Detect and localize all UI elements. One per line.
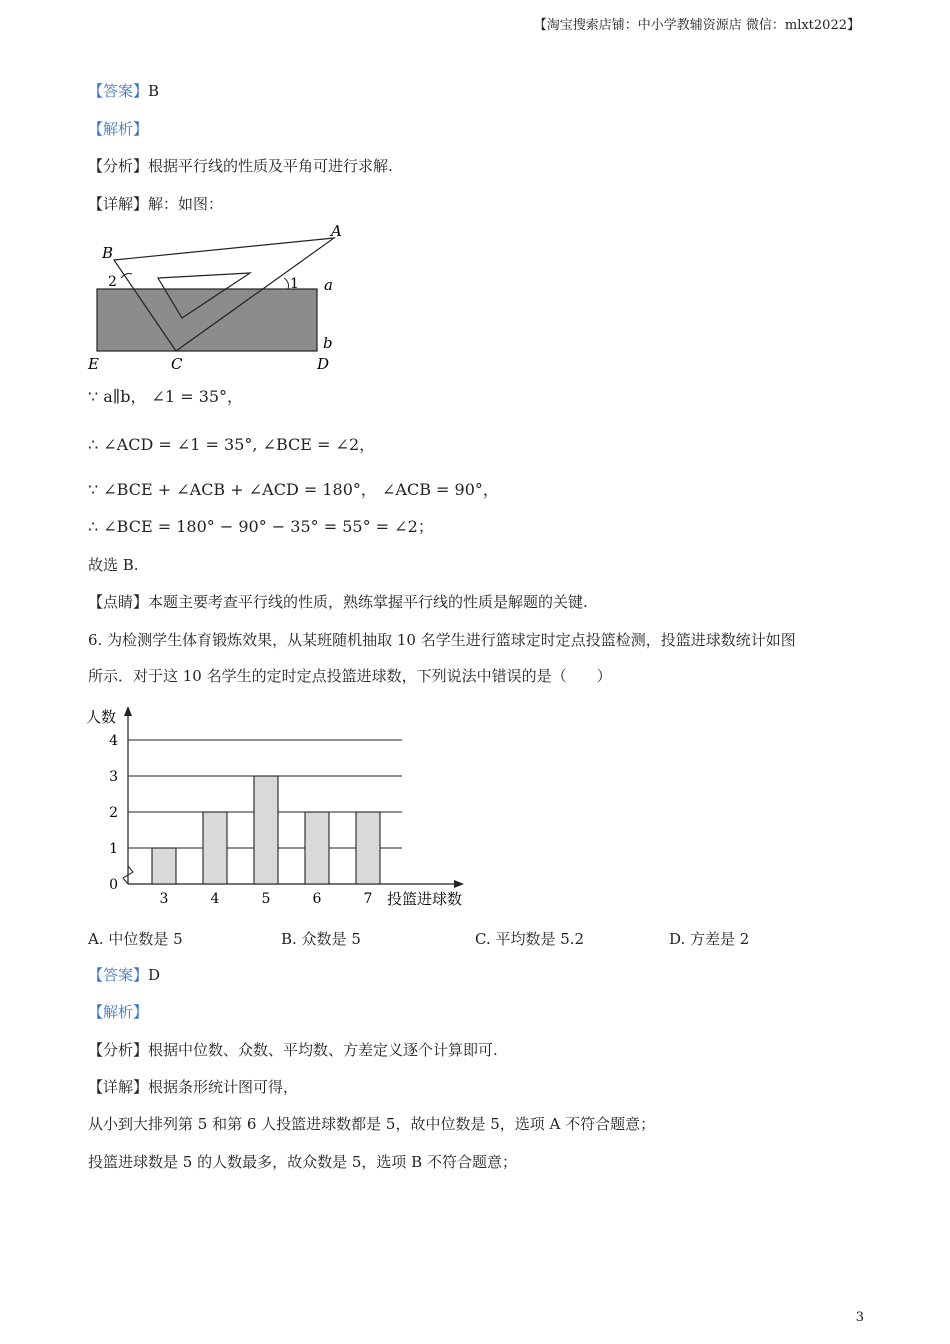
fenxi-text: 根据中位数、众数、平均数、方差定义逐个计算即可.	[148, 1041, 498, 1059]
q6-answer-line	[88, 964, 160, 986]
bar-3	[152, 848, 176, 884]
y-axis-arrow	[124, 706, 132, 716]
answer-value: B	[148, 82, 160, 100]
chart-xlabel: 投篮进球数	[387, 890, 463, 908]
geometry-figure	[84, 220, 354, 375]
bar-7	[356, 812, 380, 884]
option-a[interactable]: A. 中位数是 5	[88, 930, 183, 948]
label-1: 1	[290, 276, 299, 292]
x-tick-label: 4	[210, 891, 220, 907]
q6-step2: 投篮进球数是 5 的人数最多，故众数是 5，选项 B 不符合题意；	[88, 1153, 517, 1171]
dianjing-tag: 【点睛】	[88, 593, 149, 611]
q5-step4: ∴ ∠BCE = 180° − 90° − 35° = 55° = ∠2；	[88, 517, 434, 536]
q5-step3: ∵ ∠BCE + ∠ACB + ∠ACD = 180°， ∠ACB = 90°，	[88, 480, 499, 499]
label-C: C	[171, 355, 183, 373]
q5-answer-line	[88, 80, 159, 102]
q6-analysis-line	[88, 1001, 148, 1023]
q5-fenxi-line	[88, 155, 393, 177]
label-2: 2	[108, 274, 117, 290]
answer-value: D	[148, 966, 161, 984]
x-tick-label: 5	[261, 891, 271, 907]
chart-xticks	[160, 891, 373, 907]
header-note: 【淘宝搜索店铺：中小学教辅资源店 微信：mlxt2022】	[533, 18, 860, 33]
q5-xiangjie-line	[88, 193, 223, 215]
label-A: A	[331, 222, 342, 240]
q6-step1: 从小到大排列第 5 和第 6 人投篮进球数都是 5，故中位数是 5，选项 A 不符合题意；	[88, 1115, 656, 1133]
y-tick-label: 2	[109, 805, 118, 821]
q6-stem-line1: 6. 为检测学生体育锻炼效果，从某班随机抽取 10 名学生进行篮球定时定点投篮检测，投篮进球数统计如图	[88, 631, 796, 649]
label-D: D	[317, 355, 330, 373]
bar-4	[203, 812, 227, 884]
label-E: E	[88, 355, 99, 373]
label-a: a	[324, 276, 333, 294]
y-tick-label: 4	[109, 733, 118, 749]
answer-tag: 【答案】	[88, 82, 149, 100]
x-tick-label: 3	[159, 891, 169, 907]
x-tick-label: 6	[312, 891, 322, 907]
bar-chart	[84, 700, 484, 915]
x-tick-label: 7	[363, 891, 373, 907]
page-number: 3	[855, 1310, 864, 1325]
label-B: B	[102, 244, 114, 262]
chart-yticks	[109, 733, 118, 893]
dianjing-text: 本题主要考查平行线的性质，熟练掌握平行线的性质是解题的关键.	[148, 593, 588, 611]
q5-step2: ∴ ∠ACD = ∠1 = 35°, ∠BCE = ∠2，	[88, 435, 376, 454]
label-b: b	[323, 334, 333, 352]
fenxi-tag: 【分析】	[88, 1041, 149, 1059]
fenxi-text: 根据平行线的性质及平角可进行求解.	[148, 157, 393, 175]
q6-stem-line2: 所示．对于这 10 名学生的定时定点投篮进球数，下列说法中错误的是（ ）	[88, 667, 612, 685]
option-b[interactable]: B. 众数是 5	[281, 930, 361, 948]
bar-5	[254, 776, 278, 884]
angle-1-arc	[284, 278, 289, 289]
analysis-tag: 【解析】	[88, 120, 149, 138]
xiangjie-tag: 【详解】	[88, 1078, 149, 1096]
y-tick-label: 1	[109, 841, 118, 857]
y-tick-label: 0	[109, 877, 118, 893]
xiangjie-tag: 【详解】	[88, 195, 149, 213]
analysis-tag: 【解析】	[88, 1003, 149, 1021]
answer-tag: 【答案】	[88, 966, 149, 984]
q5-dianjing-line	[88, 591, 588, 613]
q6-fenxi-line	[88, 1039, 498, 1061]
xiangjie-text: 根据条形统计图可得，	[148, 1078, 299, 1096]
q6-xiangjie-line	[88, 1076, 298, 1098]
q5-step1: ∵ a∥b， ∠1 = 35°，	[88, 387, 244, 406]
chart-bars	[152, 776, 380, 884]
x-axis-arrow	[454, 880, 464, 888]
option-d[interactable]: D. 方差是 2	[669, 930, 750, 948]
bar-6	[305, 812, 329, 884]
q5-analysis-line	[88, 118, 148, 140]
y-tick-label: 3	[109, 769, 118, 785]
option-c[interactable]: C. 平均数是 5.2	[475, 930, 585, 948]
xiangjie-text: 解：如图：	[148, 195, 224, 213]
chart-ylabel: 人数	[86, 708, 117, 726]
ruler-rectangle	[97, 289, 317, 351]
fenxi-tag: 【分析】	[88, 157, 149, 175]
q5-conclusion: 故选 B.	[88, 556, 139, 574]
q6-options	[88, 928, 868, 950]
